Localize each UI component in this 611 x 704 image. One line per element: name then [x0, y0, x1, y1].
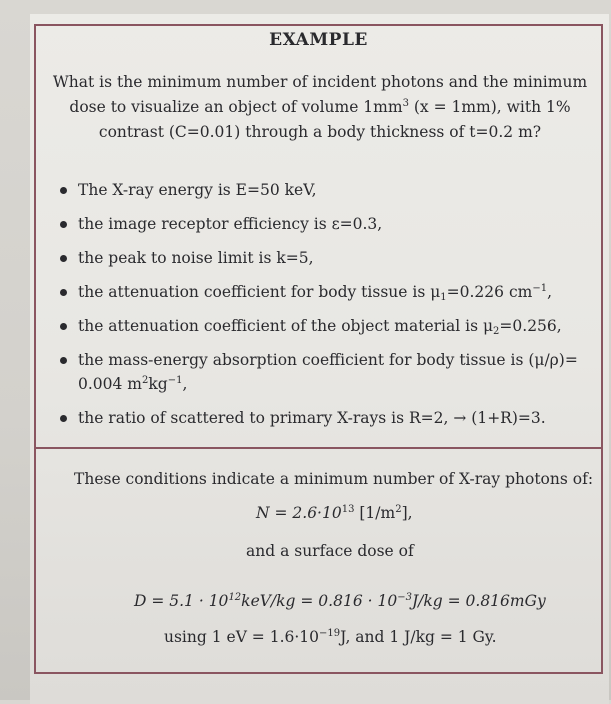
dose-formula: $D = 5.1 \cdot 10^{12}keV/kg = 0.816 \cdot 10^{-3}J/kg = 0.816mGy$	[134, 592, 546, 610]
bullet-icon	[60, 415, 67, 422]
list-item: The X-ray energy is E=50 keV,	[60, 178, 590, 202]
example-title: EXAMPLE	[269, 30, 368, 50]
list-item: the image receptor efficiency is ε=0.3,	[60, 212, 590, 236]
question-line-3: contrast (C=0.01) through a body thickness of t=0.2 m?	[98, 123, 542, 141]
bullet-icon	[60, 255, 67, 262]
question-text	[44, 70, 596, 145]
list-item: the ratio of scattered to primary X-rays is R=2, → (1+R)=3.	[60, 406, 590, 430]
bullet-icon	[60, 187, 67, 194]
bullet-icon	[60, 323, 67, 330]
bullet-icon	[60, 289, 67, 296]
photon-count-formula: $N = 2.6\cdot 10^{13}$ $[1/m^2]$,	[256, 504, 413, 522]
list-item: the peak to noise limit is k=5,	[60, 246, 590, 270]
question-line-1: What is the minimum number of incident photons and the minimum	[52, 73, 588, 91]
conclusion-intro: These conditions indicate a minimum number of X-ray photons of:	[74, 470, 594, 488]
section-divider	[36, 447, 601, 449]
dose-intro: and a surface dose of	[246, 542, 414, 560]
bullet-icon	[60, 221, 67, 228]
list-item: the attenuation coefficient for body tissue is $\mu_1=0.226$ $cm^{-1}$,	[60, 280, 590, 304]
conditions-list	[60, 178, 590, 440]
bullet-icon	[60, 357, 67, 364]
question-line-2: dose to visualize an object of volume $1mm^3$ (x = 1mm), with 1%	[69, 98, 571, 116]
unit-conversion: using 1 eV = $1.6\cdot 10^{-19}J$, and 1 J/kg = 1 Gy.	[164, 628, 497, 646]
list-item: the mass-energy absorption coefficient for body tissue is (μ/ρ)= 0.004 $m^2kg^{-1}$,	[60, 348, 590, 396]
list-item: the attenuation coefficient of the object material is $\mu_2=0.256$,	[60, 314, 590, 338]
